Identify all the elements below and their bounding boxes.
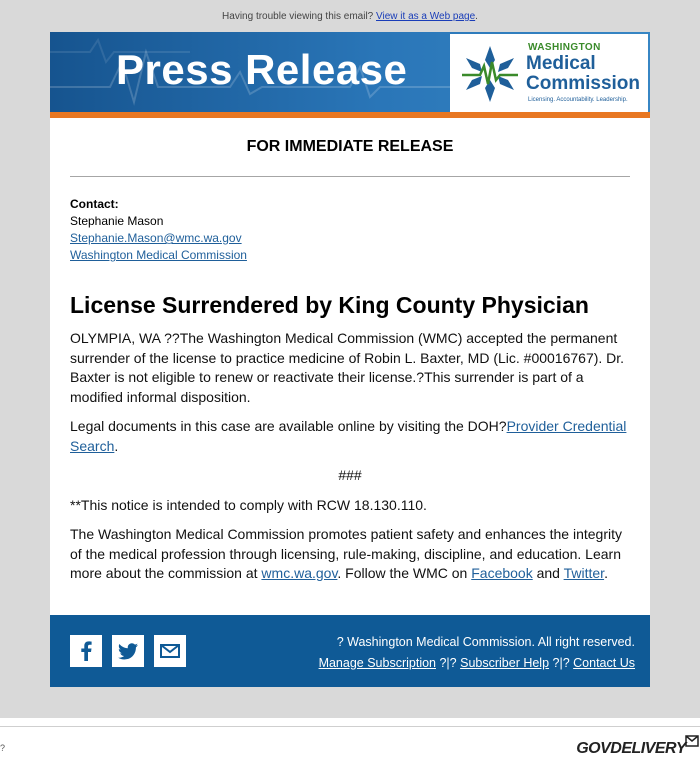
wmc-logo[interactable]: WASHINGTON Medical Commission Licensing. Accountability. Leadership. [450,34,648,114]
paragraph-about: The Washington Medical Commission promotes patient safety and enhances the integrity of the medical profession through licensing, rule-making, discipline, and education. Learn more about the commission at wmc.wa.gov. Follow the WMC on Facebook and Twitter. [70,526,622,581]
article-body [70,329,630,594]
release-label: FOR IMMEDIATE RELEASE [246,138,454,155]
contact-block [70,196,247,264]
contact-name: Stephanie Mason [70,214,164,228]
contact-org-link[interactable]: Washington Medical Commission [70,248,247,262]
preheader: Having trouble viewing this email? View it as a Web page. [222,11,478,22]
govdelivery-logo[interactable]: GOVDELIVERY [576,740,686,757]
separator: ### [338,467,362,483]
email-icon[interactable] [154,635,186,667]
footer-text: ? Washington Medical Commission. All right reserved. Manage Subscription ?|? Subscriber Help ?|? Contact Us [319,632,635,674]
email-card [50,32,650,687]
manage-subscription-link[interactable]: Manage Subscription [318,656,436,670]
paragraph-1: OLYMPIA, WA ??The Washington Medical Commission (WMC) accepted the permanent surrender of the license to practice medicine of Robin L. Baxter, MD (Lic. #00016767). Dr. Baxter is not eligible to renew or reactivate their license.?This surrender is part of a modified informal disposition. [70,330,625,405]
caduceus-star-icon [460,44,520,104]
orange-accent-bar [50,112,650,118]
wmc-website-link[interactable]: wmc.wa.gov [261,565,338,581]
contact-label: Contact: [70,197,119,211]
footer [50,615,650,687]
divider [70,176,630,177]
bottom-divider [0,726,700,727]
contact-us-link[interactable]: Contact Us [573,656,635,670]
subscriber-help-link[interactable]: Subscriber Help [460,656,550,670]
twitter-link[interactable]: Twitter [563,565,605,581]
govdelivery-flag-icon [685,735,699,747]
press-release-banner [50,32,650,118]
copyright: ? Washington Medical Commission. All right reserved. [336,635,635,649]
banner-title: Press Release [116,46,408,93]
article-headline: License Surrendered by King County Physician [70,292,589,318]
paragraph-2: Legal documents in this case are available online by visiting the DOH?Provider Credential Search. [70,418,627,454]
contact-email-link[interactable]: Stephanie.Mason@wmc.wa.gov [70,231,242,245]
facebook-icon[interactable] [70,635,102,667]
twitter-icon[interactable] [112,635,144,667]
provider-credential-search-link[interactable]: Provider Credential Search [70,418,627,454]
facebook-link[interactable]: Facebook [471,565,533,581]
bottom-note: ? [0,743,6,753]
web-version-link[interactable]: View it as a Web page [376,11,476,22]
rcw-notice: **This notice is intended to comply with RCW 18.130.110. [70,496,427,513]
